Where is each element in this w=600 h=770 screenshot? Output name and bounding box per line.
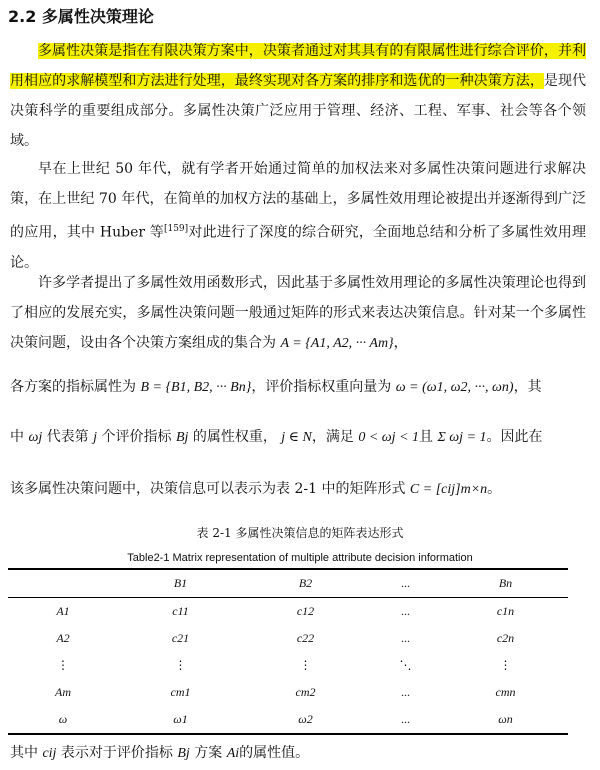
- line-attribute-set: [10, 372, 586, 403]
- table-cell: ...: [401, 712, 410, 726]
- table-caption-cn: 表 2-1 多属性决策信息的矩阵表达形式: [196, 526, 404, 540]
- footnote-pre: 其中: [10, 745, 38, 761]
- table-cell: ⋱: [399, 658, 412, 672]
- table-cell: cm1: [170, 685, 191, 699]
- weight-sum: Σ ωj = 1: [437, 430, 487, 445]
- history-text: 早在上世纪 50 年代，就有学者开始通过简单的加权法来对多属性决策问题进行求解决策，在上世纪 70 年代，在简单的加权方法的基础上，多属性效用理论被提出并逐渐得到广泛的应用，其中 Huber 等: [10, 161, 586, 241]
- line-b-mid: ，评价指标权重向量为: [251, 379, 392, 395]
- table-cell: ⋮: [57, 658, 69, 672]
- line-b-pre: 各方案的指标属性为: [10, 379, 136, 395]
- footnote: [10, 742, 309, 762]
- omega-t4: ，满足: [311, 429, 354, 445]
- omega-t3: 的属性权重，: [192, 429, 277, 445]
- table-cell: A1: [56, 604, 70, 618]
- index-j: j: [93, 430, 98, 445]
- header-cell: B2: [298, 576, 313, 590]
- omega-t5: 且: [419, 429, 434, 445]
- highlighted-definition: 多属性决策是指在有限决策方案中，决策者通过对其具有的有限属性进行综合评价，并利用相应的求解模型和方法进行处理，最终实现对各方案的排序和选优的一种决策方法，: [10, 43, 586, 89]
- table-cell: ⋮: [299, 658, 312, 672]
- j-in-n: j ∈ N: [281, 430, 312, 445]
- paragraph-problem: [10, 268, 586, 359]
- table-cell: ...: [401, 685, 410, 699]
- table-cell: c21: [171, 631, 190, 645]
- footnote-post: 的属性值。: [239, 745, 310, 761]
- footnote-t2: 方案: [194, 745, 223, 761]
- matrix-pre: 该多属性决策问题中，决策信息可以表示为表 2-1 中的矩阵形式: [10, 481, 406, 497]
- paragraph-definition: [10, 36, 586, 156]
- table-header-row: [8, 569, 568, 598]
- table-cell: ω: [58, 712, 68, 726]
- table-cell: c1n: [496, 604, 515, 618]
- line-b-post: ，其: [513, 379, 542, 395]
- table-cell: ⋮: [174, 658, 187, 672]
- table-cell: ⋮: [499, 658, 512, 672]
- table-row: [8, 625, 568, 652]
- set-a-formula: A = {A1, A2, ··· Am}: [280, 336, 394, 351]
- header-cell: Bn: [498, 576, 513, 590]
- table-row: [8, 652, 568, 679]
- header-cell: B1: [173, 576, 188, 590]
- omega-j: ωj: [28, 430, 43, 445]
- decision-matrix-table: [8, 568, 568, 735]
- table-cell: c12: [296, 604, 315, 618]
- table-cell: c11: [172, 604, 189, 618]
- table-row: [8, 679, 568, 706]
- table-cell: cm2: [295, 685, 316, 699]
- weight-range: 0 < ωj < 1: [358, 430, 420, 445]
- table-cell: ωn: [498, 712, 513, 726]
- matrix-formula: C = [cij]m×n: [409, 482, 488, 497]
- criterion-bj: Bj: [175, 430, 189, 445]
- footnote-ai: Ai: [226, 746, 240, 761]
- paragraph-history: [10, 154, 586, 278]
- line-matrix-form: [10, 474, 586, 505]
- table-cell: cmn: [495, 685, 516, 699]
- matrix-post: 。: [487, 481, 502, 497]
- omega-post: 。因此在: [486, 429, 543, 445]
- table-row: [8, 706, 568, 734]
- problem-text: 许多学者提出了多属性效用函数形式，因此基于多属性效用理论的多属性决策理论也得到了相应的发展充实，多属性决策问题一般通过矩阵的形式来表达决策信息。针对某一个多属性决策问题，设由各个决策方案组成的集合为: [10, 275, 586, 351]
- table-cell: A2: [56, 631, 70, 645]
- table-cell: c2n: [496, 631, 515, 645]
- header-cell: [8, 569, 118, 598]
- omega-t1: 代表第: [46, 429, 89, 445]
- section-title: 2.2 多属性决策理论: [8, 7, 154, 26]
- table-cell: ω1: [173, 712, 188, 726]
- line-weight-condition: [10, 422, 586, 453]
- table-cell: ...: [401, 604, 410, 618]
- footnote-t1: 表示对于评价指标: [60, 745, 173, 761]
- paragraph-definition-rest: 是现代决策科学的重要组成部分。多属性决策广泛应用于管理、经济、工程、军事、社会等各个领域。: [10, 73, 587, 149]
- table-row: [8, 598, 568, 626]
- citation-ref: [159]: [163, 224, 189, 234]
- problem-text-end: ，: [393, 335, 408, 351]
- omega-pre: 中: [10, 429, 24, 445]
- history-text-end: 对此进行了深度的综合研究，全面地总结和分析了多属性效用理论。: [10, 224, 586, 271]
- table-cell: ...: [401, 631, 410, 645]
- table-cell: c22: [296, 631, 315, 645]
- weight-vector-formula: ω = (ω1, ω2, ···, ωn): [395, 380, 514, 395]
- footnote-bj: Bj: [177, 746, 190, 761]
- omega-t2: 个评价指标: [101, 429, 172, 445]
- footnote-cij: cij: [42, 746, 57, 761]
- header-cell: ...: [401, 576, 410, 590]
- set-b-formula: B = {B1, B2, ··· Bn}: [140, 380, 252, 395]
- table-cell: ω2: [298, 712, 313, 726]
- table-caption-en: Table2-1 Matrix representation of multiple attribute decision information: [127, 552, 473, 564]
- table-cell: Am: [55, 685, 71, 699]
